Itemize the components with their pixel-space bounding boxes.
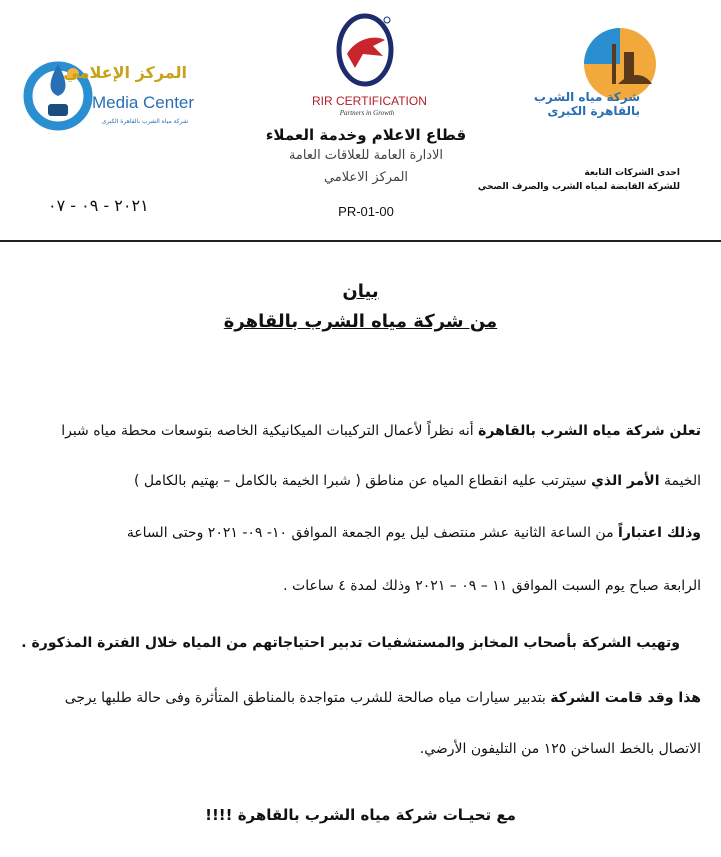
office-name: المركز الاعلامي bbox=[323, 170, 409, 185]
company-affiliation-line-1: احدى الشركات التابعة bbox=[584, 168, 680, 178]
paragraph-line-4: الرابعة صباح يوم السبت الموافق ١١ – ٠٩ – ٢٠٢١ وذلك لمدة ٤ ساعات . bbox=[283, 578, 701, 594]
company-logo-name: شركة مياه الشرب بالقاهرة الكبرى bbox=[533, 90, 640, 118]
document-subtitle: من شركة مياه الشرب بالقاهرة bbox=[223, 311, 498, 332]
media-center-arabic-name: المركز الإعلامي bbox=[63, 63, 187, 82]
paragraph-line-7: الاتصال بالخط الساخن ١٢٥ من التليفون الأرضي. bbox=[419, 741, 701, 757]
rir-certification-logo bbox=[333, 10, 397, 90]
media-center-english-name: Media Center bbox=[92, 93, 195, 112]
paragraph-line-2: الخيمة الأمر الذي سيترتب عليه انقطاع المياه عن مناطق ( شبرا الخيمة بالكامل – بهتيم بالكامل ) bbox=[133, 473, 701, 489]
paragraph-line-6: هذا وقد قامت الشركة بتدبير سيارات مياه صالحة للشرب متواجدة بالمناطق المتأثرة وفى حالة طلبها يرجى bbox=[64, 690, 701, 706]
paragraph-line-5: وتهيب الشركة بأصحاب المخابز والمستشفيات تدبير احتياجاتهم من المياه خلال الفترة المذكورة . bbox=[21, 635, 680, 651]
document-date: ٢٠٢١ - ٠٩ - ٠٧ bbox=[48, 196, 149, 215]
paragraph-line-3: وذلك اعتباراً من الساعة الثانية عشر منتصف ليل يوم الجمعة الموافق ١٠- ٠٩- ٢٠٢١ وحتى الساعة bbox=[126, 525, 701, 541]
document-title: بيان bbox=[342, 281, 379, 302]
department-name: الادارة العامة للعلاقات العامة bbox=[288, 148, 444, 163]
media-center-subtitle: شركة مياه الشرب بالقاهرة الكبرى bbox=[101, 118, 188, 125]
document-code: PR-01-00 bbox=[338, 204, 394, 219]
rir-tagline: Partners in Growth bbox=[339, 109, 395, 117]
company-affiliation-line-2: للشركة القابضة لمياه الشرب والصرف الصحي bbox=[477, 182, 680, 192]
rir-certification-name: RIR CERTIFICATION bbox=[312, 94, 427, 108]
paragraph-line-1: تعلن شركة مياه الشرب بالقاهرة أنه نظراً لأعمال التركيبات الميكانيكية الخاصه بتوسعات محطة مياه شبرا bbox=[61, 423, 701, 439]
closing-line: مع تحيـات شركة مياه الشرب بالقاهرة !!!! bbox=[205, 806, 516, 824]
header-divider bbox=[0, 240, 721, 242]
sector-name: قطاع الاعلام وخدمة العملاء bbox=[265, 126, 467, 144]
